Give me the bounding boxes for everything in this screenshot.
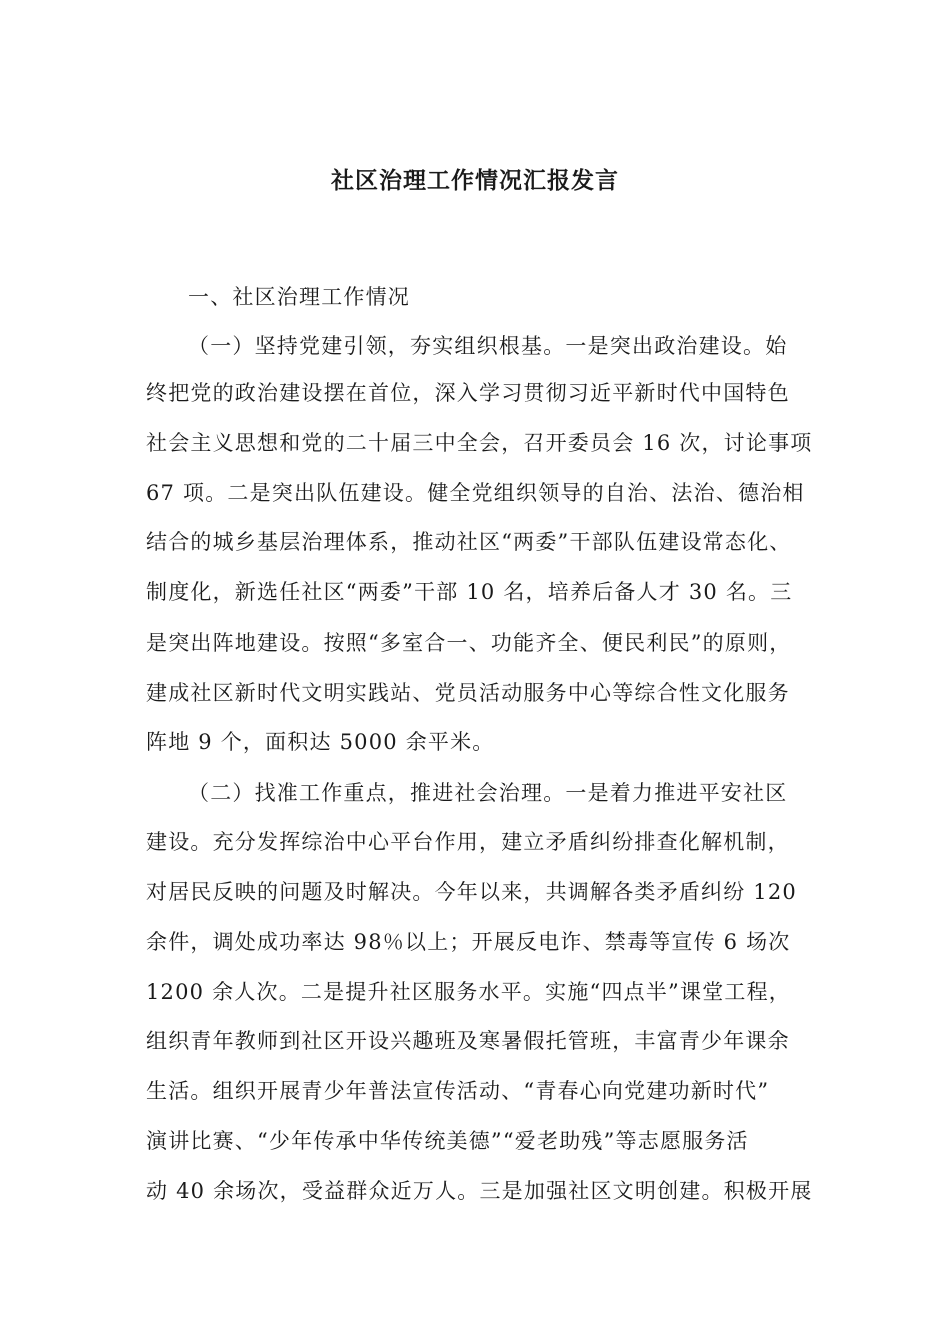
paragraph-line: 阵地 9 个，面积达 5000 余平米。 — [146, 730, 495, 754]
paragraph-line: （一）坚持党建引领，夯实组织根基。一是突出政治建设。始 — [188, 334, 788, 358]
paragraph-line: 终把党的政治建设摆在首位，深入学习贯彻习近平新时代中国特色 — [146, 381, 790, 405]
paragraph-line: 建成社区新时代文明实践站、党员活动服务中心等综合性文化服务 — [146, 681, 790, 705]
paragraph-line: 是突出阵地建设。按照“多室合一、功能齐全、便民利民”的原则， — [146, 631, 792, 655]
paragraph-line: 演讲比赛、“少年传承中华传统美德”“爱老助残”等志愿服务活 — [146, 1129, 749, 1153]
paragraph-line: 对居民反映的问题及时解决。今年以来，共调解各类矛盾纠纷 120 — [146, 880, 797, 904]
paragraph-line: 制度化，新选任社区“两委”干部 10 名，培养后备人才 30 名。三 — [146, 580, 793, 604]
paragraph-line: 67 项。二是突出队伍建设。健全党组织领导的自治、法治、德治相 — [146, 481, 805, 505]
paragraph-line: 1200 余人次。二是提升社区服务水平。实施“四点半”课堂工程， — [146, 980, 791, 1004]
paragraph-line: 结合的城乡基层治理体系，推动社区“两委”干部队伍建设常态化、 — [146, 530, 792, 554]
document-title: 社区治理工作情况汇报发言 — [331, 167, 619, 194]
paragraph-line: 社会主义思想和党的二十届三中全会，召开委员会 16 次，讨论事项 — [146, 431, 813, 455]
paragraph-line: 组织青年教师到社区开设兴趣班及寒暑假托管班，丰富青少年课余 — [146, 1029, 790, 1053]
paragraph-line: 建设。充分发挥综治中心平台作用，建立矛盾纠纷排查化解机制， — [146, 830, 790, 854]
section-heading: 一、社区治理工作情况 — [188, 285, 410, 309]
paragraph-line: （二）找准工作重点，推进社会治理。一是着力推进平安社区 — [188, 781, 788, 805]
paragraph-line: 动 40 余场次，受益群众近万人。三是加强社区文明创建。积极开展 — [146, 1179, 813, 1203]
paragraph-line: 余件，调处成功率达 98％以上；开展反电诈、禁毒等宣传 6 场次 — [146, 930, 791, 954]
paragraph-line: 生活。组织开展青少年普法宣传活动、“青春心向党建功新时代” — [146, 1079, 770, 1103]
